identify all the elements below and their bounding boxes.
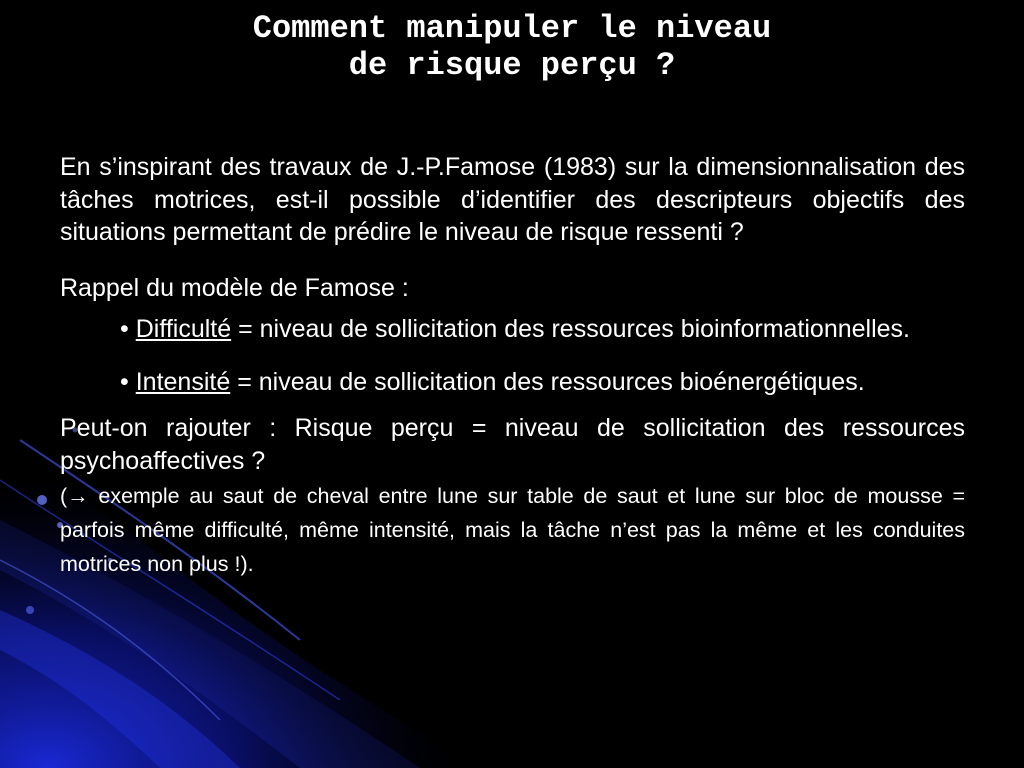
reminder-heading: Rappel du modèle de Famose : [60, 273, 409, 302]
term-intensite: Intensité [135, 368, 231, 396]
bullet-intensite [120, 365, 965, 400]
bullet-marker: • [120, 315, 129, 343]
example-text: exemple au saut de cheval entre lune sur table de saut et lune sur bloc de mousse = parfois même difficulté, même intensité, mais la tâche n’est pas la même et les conduites motrices non plus !). [60, 484, 966, 576]
arrow-right-icon: → [67, 484, 89, 508]
slide-body [60, 151, 965, 581]
term-difficulte: Difficulté [135, 315, 232, 343]
bullet-marker: • [120, 368, 129, 396]
definition-difficulte: = niveau de sollicitation des ressources bioinformationnelles. [238, 315, 910, 343]
title-line-1: Comment manipuler le niveau [252, 10, 772, 47]
title-line-2: de risque perçu ? [348, 47, 676, 84]
slide-title [0, 10, 1024, 84]
intro-paragraph: En s’inspirant des travaux de J.-P.Famose (1983) sur la dimensionnalisation des tâches motrices, est-il possible d’identifier des descripteurs objectifs des situations permettant de prédire le niveau de risque ressenti ? [60, 153, 965, 246]
example-open-paren: ( [60, 484, 68, 508]
example-paragraph [60, 479, 965, 581]
definition-intensite: = niveau de sollicitation des ressources bioénergétiques. [237, 368, 865, 396]
question-paragraph: Peut-on rajouter : Risque perçu = niveau de sollicitation des ressources psychoaffectives ? [60, 414, 965, 475]
bullet-difficulte [120, 312, 965, 347]
